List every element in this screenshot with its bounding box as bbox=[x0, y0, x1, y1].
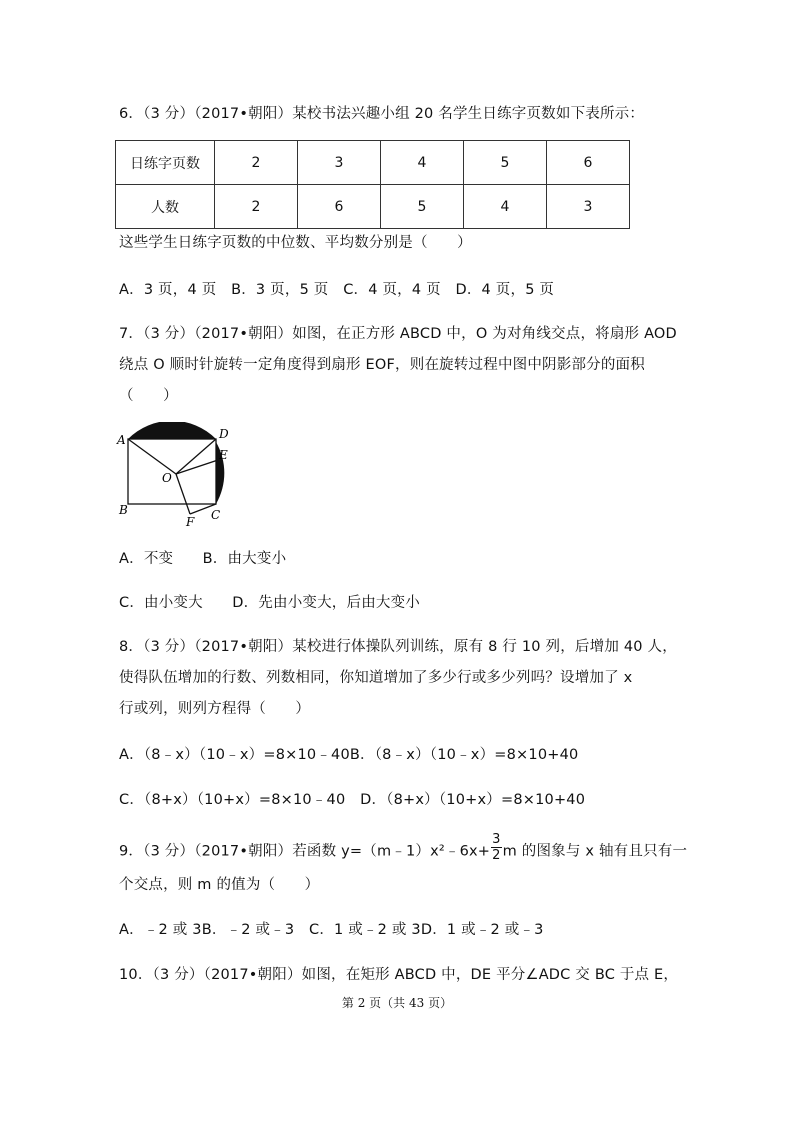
label-d: D bbox=[219, 427, 229, 441]
q6-question: 这些学生日练字页数的中位数、平均数分别是（ ） bbox=[119, 235, 472, 251]
q8-options-line2: C．（8+x）（10+x）=8×10﹣40 D．（8+x）（10+x）=8×10+40 bbox=[119, 792, 586, 808]
table-cell: 6 bbox=[298, 185, 381, 229]
label-o: O bbox=[162, 471, 172, 485]
q9-options: A．﹣2 或 3B．﹣2 或﹣3 C．1 或﹣2 或 3D．1 或﹣2 或﹣3 bbox=[119, 922, 544, 938]
label-a: A bbox=[117, 433, 126, 447]
q7-geometry-figure bbox=[114, 422, 248, 530]
label-f: F bbox=[186, 515, 195, 529]
q9-stem-line2: 个交点，则 m 的值为（ ） bbox=[119, 877, 320, 893]
q8-stem-line3: 行或列，则列方程得（ ） bbox=[119, 701, 311, 717]
q10-stem-line1: 10．（3 分）（2017•朝阳）如图，在矩形 ABCD 中，DE 平分∠ADC 交 BC 于点 E， bbox=[119, 967, 679, 983]
table-cell: 3 bbox=[547, 185, 630, 229]
table-row bbox=[116, 185, 630, 229]
table-cell: 4 bbox=[381, 141, 464, 185]
table-cell: 2 bbox=[215, 141, 298, 185]
label-e: E bbox=[219, 448, 228, 462]
fraction-denominator: 2 bbox=[492, 848, 501, 863]
q9-stem-before-fraction: 9．（3 分）（2017•朝阳）若函数 y=（m﹣1）x²﹣6x+ bbox=[119, 843, 491, 860]
q7-options-line1: A．不变 B．由大变小 bbox=[119, 551, 287, 567]
table-row bbox=[116, 141, 630, 185]
q7-stem-line2: 绕点 O 顺时针旋转一定角度得到扇形 EOF，则在旋转过程中图中阴影部分的面积 bbox=[119, 357, 645, 373]
table-header-cell: 日练字页数 bbox=[116, 141, 215, 185]
q6-table bbox=[115, 140, 630, 229]
q6-options: A．3 页，4 页 B．3 页，5 页 C．4 页，4 页 D．4 页，5 页 bbox=[119, 282, 555, 298]
q8-stem-line2: 使得队伍增加的行数、列数相同，你知道增加了多少行或多少列吗？设增加了 x bbox=[119, 670, 633, 686]
segment-do bbox=[176, 439, 216, 474]
table-cell: 4 bbox=[464, 185, 547, 229]
table-cell: 6 bbox=[547, 141, 630, 185]
table-cell: 5 bbox=[381, 185, 464, 229]
q7-options-line2: C．由小变大 D．先由小变大，后由大变小 bbox=[119, 595, 420, 611]
q9-stem-after-fraction: m 的图象与 x 轴有且只有一 bbox=[502, 843, 688, 860]
segment-of bbox=[176, 474, 190, 514]
table-cell: 3 bbox=[298, 141, 381, 185]
page-footer: 第 2 页（共 43 页） bbox=[341, 996, 453, 1010]
label-c: C bbox=[211, 508, 221, 522]
segment-oe bbox=[176, 460, 218, 474]
fraction-numerator: 3 bbox=[492, 832, 501, 847]
q8-options-line1: A．（8﹣x）（10﹣x）=8×10﹣40B．（8﹣x）（10﹣x）=8×10+40 bbox=[119, 747, 579, 763]
table-cell: 5 bbox=[464, 141, 547, 185]
q6-stem: 6．（3 分）（2017•朝阳）某校书法兴趣小组 20 名学生日练字页数如下表所示： bbox=[119, 106, 645, 122]
segment-ao bbox=[128, 439, 176, 474]
table-cell: 2 bbox=[215, 185, 298, 229]
table-header-cell: 人数 bbox=[116, 185, 215, 229]
q7-stem-line3: （ ） bbox=[119, 388, 178, 404]
q7-stem-line1: 7．（3 分）（2017•朝阳）如图，在正方形 ABCD 中，O 为对角线交点，将扇形 AOD bbox=[119, 326, 677, 342]
q9-stem-line1 bbox=[119, 832, 688, 863]
shaded-region-top bbox=[128, 422, 216, 439]
fraction-three-halves bbox=[491, 832, 501, 863]
q8-stem-line1: 8．（3 分）（2017•朝阳）某校进行体操队列训练，原有 8 行 10 列，后增加 40 人， bbox=[119, 639, 677, 655]
label-b: B bbox=[119, 503, 128, 517]
